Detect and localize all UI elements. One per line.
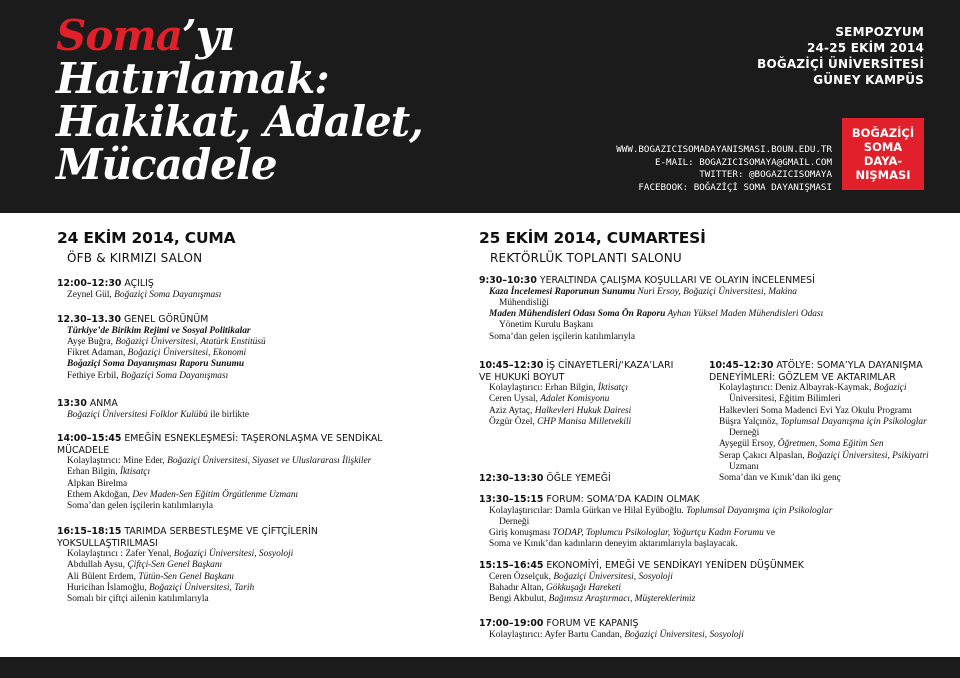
session-name: İŞ CİNAYETLERİ/‘KAZA’LARI [543,360,674,371]
session-name: GENEL GÖRÜNÜM [121,314,209,325]
session-name: TARIMDA SERBESTLEŞME VE ÇİFTÇİLERİN [121,526,318,537]
logo-line-1: BOĞAZİÇİ [851,126,915,140]
event-campus: GÜNEY KAMPÜS [813,73,924,87]
event-info [757,24,924,88]
session-name: ÖĞLE YEMEĞİ [543,473,611,484]
session-time: 9:30–10:30 [479,275,537,286]
speaker-line: Erhan Bilgin, İktisatçı [67,467,151,478]
session-time: 12:00–12:30 [57,278,122,289]
event-type: SEMPOZYUM [835,25,924,39]
logo-line-2: SOMA [863,140,903,154]
speaker-line: Ceren Özselçuk, Boğaziçi Üniversitesi, Sosyoloji [489,571,673,582]
day1-session-memorial [57,398,249,421]
session-time: 16:15–18:15 [57,526,122,537]
speaker-line: Giriş konuşması TODAP, Toplumcu Psikologlar, Yoğurtçu Kadın Forumu ve [489,528,775,539]
session-name: YERALTINDA ÇALIŞMA KOŞULLARI VE OLAYIN İNCELENMESİ [536,275,815,286]
session-name-cont: MÜCADELE [57,444,110,456]
logo-line-4: NIŞMASI [855,168,911,182]
day1-session-labor [57,433,383,512]
speaker-line: Ethem Akdoğan, Dev Maden-Sen Eğitim Örgütlenme Uzmanı [67,489,299,500]
day2-session-closing [479,618,744,641]
speaker-line: Kolaylaştırıcı: Ayfer Bartu Candan, Boğaziçi Üniversitesi, Sosyoloji [489,629,744,640]
speaker-line: Büşra Yalçınöz, Toplumsal Dayanışma için Psikologlar [719,416,927,427]
event-dates: 24-25 EKİM 2014 [806,41,924,55]
speaker-line: Fikret Adaman, Boğaziçi Üniversitesi, Ekonomi [67,348,247,359]
speaker-line: Bahadır Altan, Gökkuşağı Hareketi [489,582,621,593]
contact-info [616,144,832,194]
session-name: EMEĞİN ESNEKLEŞMESİ: TAŞERONLAŞMA VE SENDİKAL [121,433,383,444]
speaker-line: Boğaziçi Üniversitesi Folklor Kulübü ile birlikte [67,409,250,420]
session-name: EKONOMİYİ, EMEĞİ VE SENDİKAYI YENİDEN DÜŞÜNMEK [543,560,804,571]
contact-facebook: FACEBOOK: BOĞAZİÇİ SOMA DAYANIŞMASI [638,181,832,193]
session-name: FORUM VE KAPANIŞ [543,618,639,629]
speaker-line-cont: Üniversitesi, Eğitim Bilimleri [729,394,841,405]
speaker-line: Kolaylaştırıcı : Zafer Yenal, Boğaziçi Üniversitesi, Sosyoloji [67,549,294,559]
speaker-line-cont: Derneği [499,516,530,527]
day1-session-overview [57,314,266,382]
title-line-4: Mücadele [56,140,277,189]
session-time: 15:15–16:45 [479,560,544,571]
session-name-cont: DENEYİMLERİ: GÖZLEM VE AKTARIMLAR [709,371,896,383]
speaker-line: Serap Çakıcı Alpaslan, Boğaziçi Üniversitesi, Psikiyatri [719,450,929,461]
title-suffix: ’yı [182,11,234,60]
title-line-3: Hakikat, Adalet, [56,97,423,146]
speaker-line: Kolaylaştırıcılar: Damla Gürkan ve Hilal Eyüboğlu. Toplumsal Dayanışma için Psikologlar [489,505,833,516]
session-time: 13:30–15:15 [479,494,544,505]
session-time: 17:00–19:00 [479,618,544,629]
talk-title: Boğaziçi Soma Dayanışması Raporu Sunumu [67,359,245,370]
speaker-line: Halkevleri Soma Madenci Evi Yaz Okulu Programı [719,405,912,416]
day2-session-underground [479,275,823,343]
speaker-line: Ceren Uysal, Adalet Komisyonu [489,394,610,405]
day2-session-economy [479,560,804,605]
speaker-line-cont: Uzmanı [729,462,759,473]
speaker-line: Kolaylaştırıcı: Deniz Albayrak-Kaymak, Boğaziçi [719,383,907,393]
logo-line-3: DAYA- [863,154,903,168]
speaker-line: Kolaylaştırıcı: Mine Eder, Boğaziçi Üniversitesi, Siyaset ve Uluslararası İlişkiler [67,456,372,466]
poster-title [56,11,476,189]
event-university: BOĞAZİÇİ ÜNİVERSİTESİ [757,57,924,71]
session-time: 14:00–15:45 [57,433,122,444]
session-time: 12.30–13.30 [57,314,121,325]
talk-title: Türkiye’de Birikim Rejimi ve Sosyal Politikalar [67,325,251,336]
title-soma: Soma [56,11,182,60]
speaker-line: Huricihan İslamoğlu, Boğaziçi Üniversitesi, Tarih [67,582,255,593]
day1-session-agriculture [57,526,318,605]
contact-twitter: TWITTER: @BOGAZICISOMAYA [699,169,832,180]
speaker-line: Fethiye Erbil, Boğaziçi Soma Dayanışması [67,370,229,381]
day1-session-opening [57,278,221,301]
day2-session-women-forum [479,494,832,551]
speaker-line: Kolaylaştırıcı: Erhan Bilgin, İktisatçı [489,383,629,393]
day2-session-workplace-deaths [479,360,704,428]
header-banner [0,0,960,213]
speaker-line: Ayşegül Ersoy, Öğretmen, Soma Eğitim Sen [719,439,884,450]
talk-line-cont: Yönetim Kurulu Başkanı [499,320,594,331]
talk-line: Kaza İncelemesi Raporunun Sunumu Nuri Ersoy, Boğaziçi Üniversitesi, Makina [489,286,797,297]
speaker-line: Somalı bir çiftçi ailenin katılımlarıyla [67,594,209,605]
speaker-line: Ayşe Buğra, Boğaziçi Üniversitesi, Atatürk Enstitüsü [67,336,266,347]
session-name-cont: VE HUKUKİ BOYUT [479,371,565,383]
contact-website: WWW.BOGAZICISOMADAYANISMASI.BOUN.EDU.TR [616,144,832,155]
speaker-line: Aziz Aytaç, Halkevleri Hukuk Dairesi [489,405,632,416]
session-time: 13:30 [57,398,87,409]
session-name: FORUM: SOMA’DA KADIN OLMAK [543,494,700,505]
solidarity-logo [842,118,924,190]
talk-line: Maden Mühendisleri Odası Soma Ön Raporu Ayhan Yüksel Maden Mühendisleri Odası [489,309,824,320]
session-time: 10:45–12:30 [479,360,544,371]
speaker-line-cont: Derneği [729,428,760,439]
speaker-line: Alpkan Birelma [67,478,128,489]
speaker-line: Ali Bülent Erdem, Tütün-Sen Genel Başkanı [67,571,235,582]
session-name: ANMA [86,398,118,409]
speaker-line: Soma’dan ve Kınık’dan iki genç [719,473,841,484]
day2-session-workshop [709,360,949,485]
contact-email: E-MAIL: BOGAZICISOMAYA@GMAIL.COM [654,156,832,168]
session-time: 12:30–13:30 [479,473,544,484]
talk-line-cont: Mühendisliği [499,297,550,308]
session-name-cont: YOKSULLAŞTIRILMASI [57,537,158,549]
day2-session-lunch [479,473,611,485]
speaker-line: Bengi Akbulut, Bağımsız Araştırmacı, Müştereklerimiz [489,594,696,605]
speaker-line: Soma ve Kınık’dan kadınların deneyim aktarımlarıyla başlayacak. [489,539,738,550]
day2-title: 25 EKİM 2014, CUMARTESİ [479,229,706,247]
speaker-line: Soma’dan gelen işçilerin katılımlarıyla [489,331,636,342]
session-name: ATÖLYE: SOMA’YLA DAYANIŞMA [773,360,923,371]
session-time: 10:45–12:30 [709,360,774,371]
day2-venue: REKTÖRLÜK TOPLANTI SALONU [490,251,682,265]
title-line-2: Hatırlamak: [56,54,329,103]
session-name: AÇILIŞ [121,278,154,289]
day1-title: 24 EKİM 2014, CUMA [57,229,236,247]
day1-venue: ÖFB & KIRMIZI SALON [67,251,203,265]
speaker-line: Zeynel Gül, Boğaziçi Soma Dayanışması [67,289,222,300]
speaker-line: Soma’dan gelen işçilerin katılımlarıyla [67,501,214,512]
speaker-line: Özgür Özel, CHP Manisa Milletvekili [489,416,632,427]
footer-bar [0,657,960,678]
speaker-line: Abdullah Aysu, Çiftçi-Sen Genel Başkanı [67,560,223,571]
